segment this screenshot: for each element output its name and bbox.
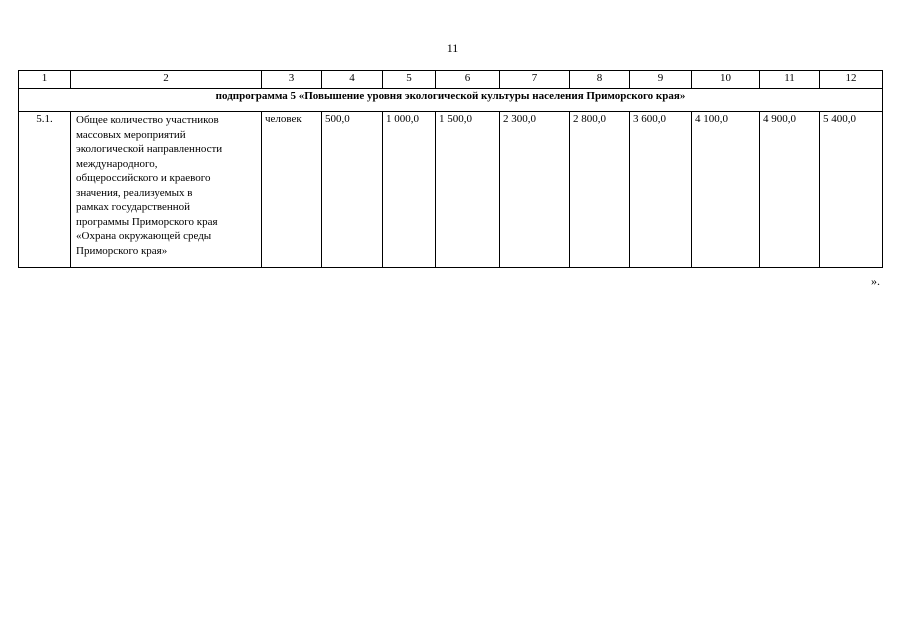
description-line: общероссийского и краевого [76, 172, 211, 184]
column-number-cell: 10 [692, 71, 760, 89]
closing-quote-mark: ». [871, 274, 880, 288]
row-value: 2 300,0 [500, 112, 570, 268]
column-number-row [19, 71, 883, 89]
column-number-cell: 8 [570, 71, 630, 89]
column-number-cell: 9 [630, 71, 692, 89]
column-number-cell: 4 [322, 71, 383, 89]
row-value: 2 800,0 [570, 112, 630, 268]
table-row [19, 112, 883, 268]
description-line: Общее количество участников [76, 114, 219, 126]
description-line: программы Приморского края [76, 215, 218, 228]
column-number-cell: 5 [383, 71, 436, 89]
row-value: 4 100,0 [692, 112, 760, 268]
row-value: 500,0 [322, 112, 383, 268]
row-unit: человек [262, 112, 322, 268]
column-number-cell: 3 [262, 71, 322, 89]
row-value: 1 000,0 [383, 112, 436, 268]
column-number-cell: 12 [820, 71, 883, 89]
column-number-cell: 6 [436, 71, 500, 89]
section-title: подпрограмма 5 «Повышение уровня экологической культуры населения Приморского края» [19, 89, 883, 112]
column-number-cell: 1 [19, 71, 71, 89]
description-line: значения, реализуемых в [76, 186, 193, 199]
description-line: массовых мероприятий [76, 128, 186, 141]
column-number-cell: 2 [71, 71, 262, 89]
row-value: 1 500,0 [436, 112, 500, 268]
row-number: 5.1. [19, 112, 71, 268]
description-line: рамках государственной [76, 201, 191, 213]
description-line: Приморского края» [76, 244, 168, 257]
page-number: 11 [446, 41, 459, 55]
description-line: «Охрана окружающей среды [76, 230, 212, 242]
description-line: экологической направленности [76, 143, 223, 155]
column-number-cell: 11 [760, 71, 820, 89]
row-description [71, 112, 262, 268]
row-value: 4 900,0 [760, 112, 820, 268]
indicators-table [18, 70, 883, 268]
row-value: 3 600,0 [630, 112, 692, 268]
section-title-row [19, 89, 883, 112]
column-number-cell: 7 [500, 71, 570, 89]
description-line: международного, [76, 157, 158, 170]
row-value: 5 400,0 [820, 112, 883, 268]
